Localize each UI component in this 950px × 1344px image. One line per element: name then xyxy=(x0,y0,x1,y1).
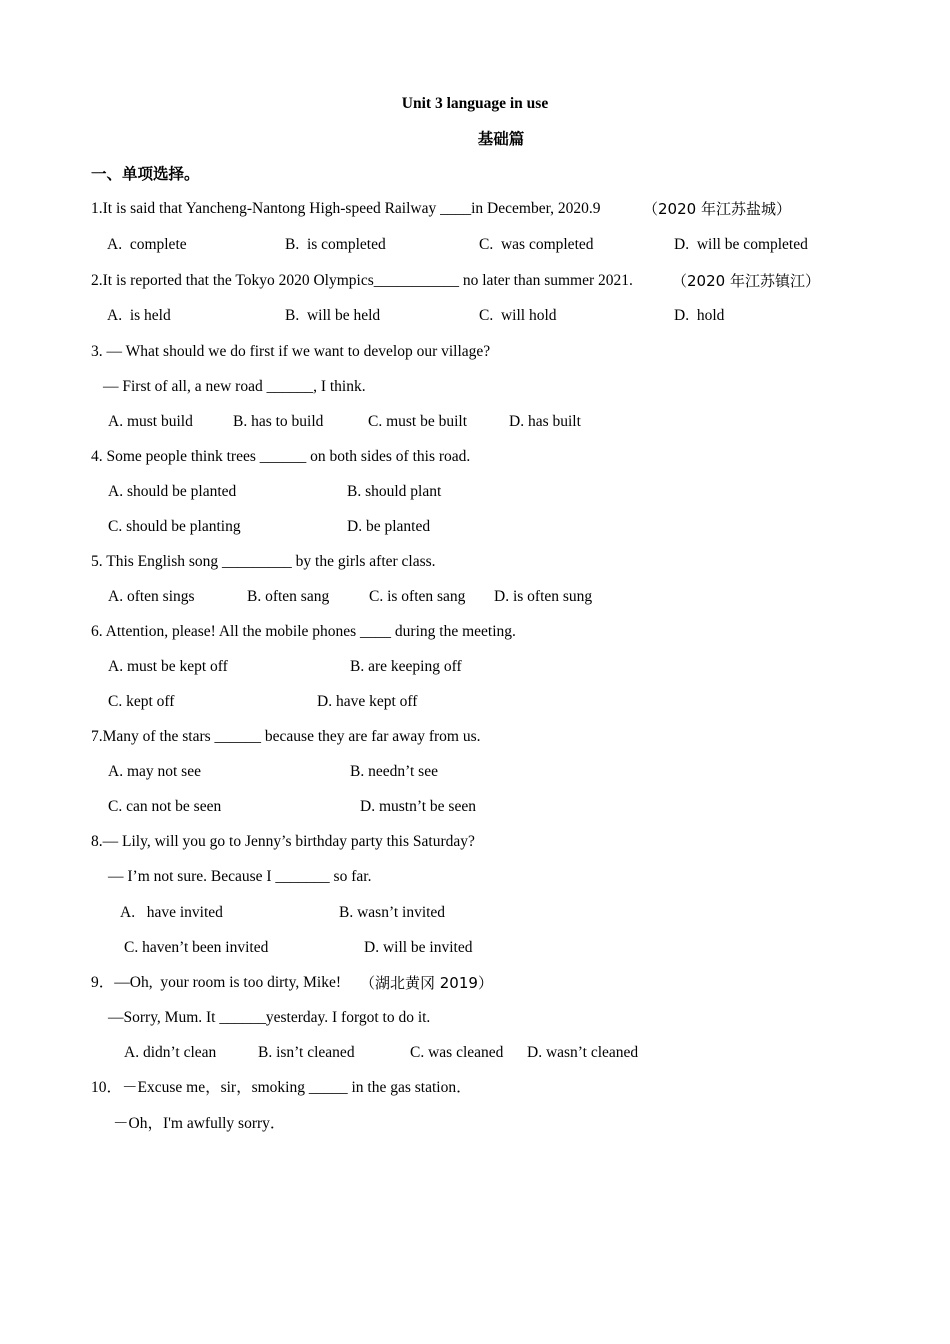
question-reply: — I’m not sure. Because I _______ so far. xyxy=(108,868,372,885)
option-c: C. will hold xyxy=(479,307,557,324)
option-d: D. is often sung xyxy=(494,588,593,605)
option-b: B. often sang xyxy=(247,588,330,605)
option-a: A. must be kept off xyxy=(108,658,228,675)
option-a: A. should be planted xyxy=(108,483,237,500)
option-d: D. hold xyxy=(674,307,725,324)
option-d: D. mustn’t be seen xyxy=(360,798,476,815)
option-d: D. have kept off xyxy=(317,693,418,710)
option-b: B. wasn’t invited xyxy=(339,904,446,921)
question-stem: 8.— Lily, will you go to Jenny’s birthday party this Saturday? xyxy=(91,833,475,850)
question-stem: 7.Many of the stars ______ because they are far away from us. xyxy=(91,728,481,745)
question-source: （湖北黄冈 2019） xyxy=(360,974,493,992)
question-reply: —Sorry, Mum. It ______yesterday. I forgot to do it. xyxy=(108,1009,431,1026)
question-source: （2020 年江苏镇江） xyxy=(672,272,820,290)
option-b: B. is completed xyxy=(285,236,386,253)
option-c: C. haven’t been invited xyxy=(124,939,269,956)
question-stem: 6. Attention, please! All the mobile phones ____ during the meeting. xyxy=(91,623,516,640)
question-stem: 10．－Excuse me，sir，smoking _____ in the gas station． xyxy=(91,1079,472,1096)
option-c: C. can not be seen xyxy=(108,798,222,815)
page-subtitle: 基础篇 xyxy=(477,130,525,148)
question-stem: 9．—Oh, your room is too dirty, Mike! xyxy=(91,974,341,991)
option-a: A. often sings xyxy=(108,588,195,605)
option-a: A. didn’t clean xyxy=(124,1044,217,1061)
option-b: B. will be held xyxy=(285,307,381,324)
option-b: B. isn’t cleaned xyxy=(258,1044,355,1061)
question-stem: 3. — What should we do first if we want to develop our village? xyxy=(91,343,491,360)
option-a: A. must build xyxy=(108,413,193,430)
option-b: B. has to build xyxy=(233,413,324,430)
option-c: C. kept off xyxy=(108,693,175,710)
option-c: C. is often sang xyxy=(369,588,466,605)
question-stem: 4. Some people think trees ______ on both sides of this road. xyxy=(91,448,471,465)
option-c: C. must be built xyxy=(368,413,468,430)
option-a: A. complete xyxy=(107,236,187,253)
option-c: C. was completed xyxy=(479,236,594,253)
question-source: （2020 年江苏盐城） xyxy=(643,200,791,218)
option-d: D. be planted xyxy=(347,518,431,535)
option-d: D. will be invited xyxy=(364,939,473,956)
option-b: B. are keeping off xyxy=(350,658,462,675)
option-d: D. wasn’t cleaned xyxy=(527,1044,639,1061)
option-d: D. will be completed xyxy=(674,236,808,253)
option-b: B. needn’t see xyxy=(350,763,438,780)
question-reply: — First of all, a new road ______, I think. xyxy=(103,378,366,395)
option-b: B. should plant xyxy=(347,483,442,500)
option-a: A. may not see xyxy=(108,763,201,780)
page-title: Unit 3 language in use xyxy=(401,95,549,112)
question-stem: 1.It is said that Yancheng-Nantong High-speed Railway ____in December, 2020.9 xyxy=(91,200,601,217)
option-a: A. have invited xyxy=(120,904,223,921)
option-c: C. was cleaned xyxy=(410,1044,504,1061)
question-stem: 5. This English song _________ by the girls after class. xyxy=(91,553,436,570)
option-c: C. should be planting xyxy=(108,518,241,535)
option-a: A. is held xyxy=(107,307,171,324)
option-d: D. has built xyxy=(509,413,581,430)
question-stem: 2.It is reported that the Tokyo 2020 Olympics___________ no later than summer 2021. xyxy=(91,272,633,289)
section-heading: 一、单项选择。 xyxy=(91,165,200,183)
question-reply: －Oh，I'm awfully sorry． xyxy=(113,1115,286,1132)
